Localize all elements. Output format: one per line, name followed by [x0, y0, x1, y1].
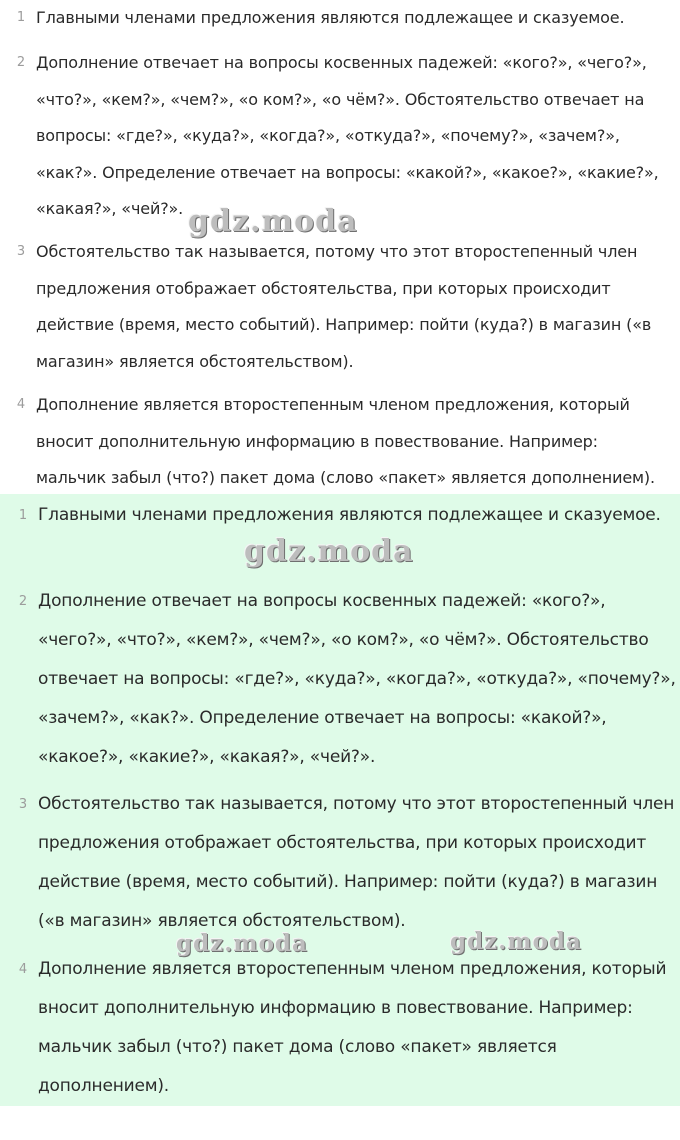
item-number: 1 [18, 508, 28, 523]
item-text: Главными членами предложения являются подлежащее и сказуемое. [38, 505, 661, 525]
item-number: 2 [16, 55, 26, 70]
watermark-logo: gdz.moda [188, 204, 358, 239]
item-text: Обстоятельство так называется, потому что этот второстепенный член предложения отображает обстоятельства, при которых происходит действие (время, место событий). Например: пойти (куда?) в магазин («в магазин» является обстоятельством). [36, 242, 652, 371]
answer-section-1 [0, 0, 680, 494]
watermark-logo: gdz.moda [176, 930, 308, 957]
item-number: 3 [16, 244, 26, 259]
item-number: 3 [18, 797, 28, 812]
item-text: Обстоятельство так называется, потому что этот второстепенный член предложения отображает обстоятельства, при которых происходит действие (время, место событий). Например: пойти (куда?) в магазин («в магазин» является обстоятельством). [38, 794, 675, 931]
item-text: Дополнение отвечает на вопросы косвенных падежей: «кого?», «чего?», «что?», «кем?», «чем?», «о ком?», «о чём?». Обстоятельство отвечает на вопросы: «где?», «куда?», «когда?», «откуда?», «почему?», «зачем?», «как?». Определение отвечает на вопросы: «какой?», «какое?», «какие?», «какая?», «чей?». [36, 53, 659, 218]
item-number: 4 [18, 962, 28, 977]
item-number: 4 [16, 397, 26, 412]
item-text: Дополнение отвечает на вопросы косвенных падежей: «кого?», «чего?», «что?», «кем?», «чем?», «о ком?», «о чём?». Обстоятельство отвечает на вопросы: «где?», «куда?», «когда?», «откуда?», «почему?», «зачем?», «как?». Определение отвечает на вопросы: «какой?», «какое?», «какие?», «какая?», «чей?». [38, 591, 676, 767]
answer-section-2 [0, 494, 680, 1106]
item-text: Дополнение является второстепенным членом предложения, который вносит дополнительную информацию в повествование. Например: мальчик забыл (что?) пакет дома (слово «пакет» является дополнением). [38, 959, 667, 1096]
item-text: Дополнение является второстепенным членом предложения, который вносит дополнительную информацию в повествование. Например: мальчик забыл (что?) пакет дома (слово «пакет» является дополнением). [36, 395, 655, 487]
item-number: 1 [16, 10, 26, 25]
watermark-logo: gdz.moda [244, 534, 414, 569]
item-number: 2 [18, 594, 28, 609]
item-text: Главными членами предложения являются подлежащее и сказуемое. [36, 8, 625, 27]
watermark-logo: gdz.moda [450, 928, 582, 955]
